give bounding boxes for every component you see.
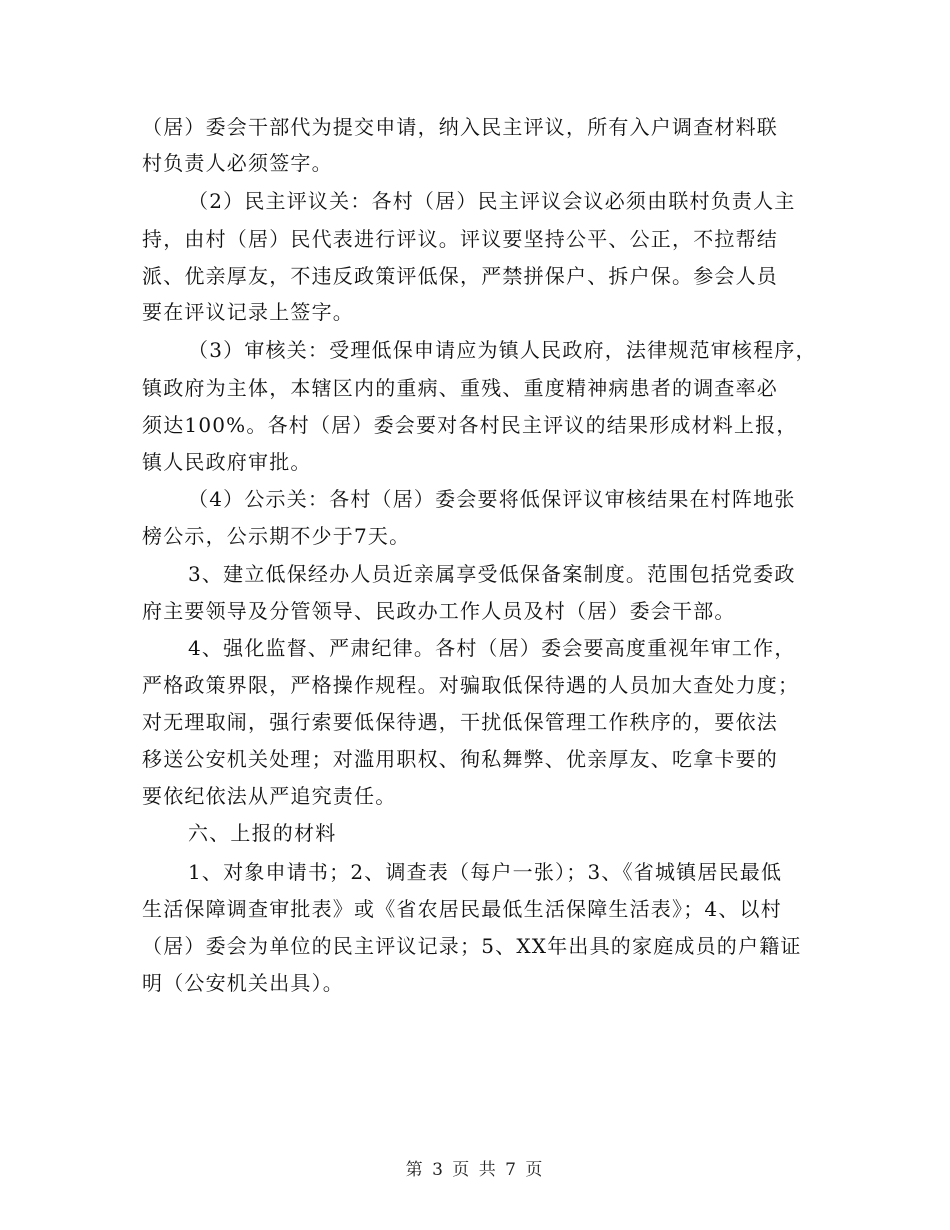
body-text-line: 移送公安机关处理；对滥用职权、徇私舞弊、优亲厚友、吃拿卡要的 <box>142 747 778 771</box>
page-number-footer: 第 3 页 共 7 页 <box>405 1160 545 1180</box>
body-text-line: 镇政府为主体，本辖区内的重病、重残、重度精神病患者的调查率必 <box>142 376 778 400</box>
body-text-line: （居）委会为单位的民主评议记录；5、XX年出具的家庭成员的户籍证 <box>142 934 802 958</box>
body-text-line: 府主要领导及分管领导、民政办工作人员及村（居）委会干部。 <box>142 599 736 623</box>
body-text-line: 派、优亲厚友，不违反政策评低保，严禁拼保户、拆户保。参会人员 <box>142 264 778 288</box>
section-heading: 六、上报的材料 <box>188 821 337 845</box>
body-text-line: 镇人民政府审批。 <box>142 450 312 474</box>
body-text-line: 榜公示，公示期不少于7天。 <box>142 524 411 548</box>
body-text-line: （3）审核关：受理低保申请应为镇人民政府，法律规范审核程序， <box>188 338 817 362</box>
body-text-line: 严格政策界限，严格操作规程。对骗取低保待遇的人员加大查处力度； <box>142 673 800 697</box>
body-text-line: 生活保障调查审批表》或《省农居民最低生活保障生活表》；4、以村 <box>142 897 782 921</box>
body-text-line: 持，由村（居）民代表进行评议。评议要坚持公平、公正，不拉帮结 <box>142 227 778 251</box>
body-text-line: （2）民主评议关：各村（居）民主评议会议必须由联村负责人主 <box>188 189 796 213</box>
body-text-line: 对无理取闹，强行索要低保待遇，干扰低保管理工作秩序的，要依法 <box>142 710 778 734</box>
body-text-line: 须达100%。各村（居）委会要对各村民主评议的结果形成材料上报， <box>142 413 798 437</box>
body-text-line: 要在评议记录上签字。 <box>142 300 354 324</box>
body-text-line: 1、对象申请书；2、调查表（每户一张）；3、《省城镇居民最低 <box>188 860 783 884</box>
body-text-line: 4、强化监督、严肃纪律。各村（居）委会要高度重视年审工作， <box>188 636 796 660</box>
body-text-line: 村负责人必须签字。 <box>142 151 333 175</box>
body-text-line: 3、建立低保经办人员近亲属享受低保备案制度。范围包括党委政 <box>188 562 796 586</box>
body-text-line: （4）公示关：各村（居）委会要将低保评议审核结果在村阵地张 <box>188 487 796 511</box>
body-text-line: （居）委会干部代为提交申请，纳入民主评议，所有入户调查材料联 <box>142 115 778 139</box>
body-text-line: 明（公安机关出具）。 <box>142 971 344 995</box>
body-text-line: 要依纪依法从严追究责任。 <box>142 784 397 808</box>
